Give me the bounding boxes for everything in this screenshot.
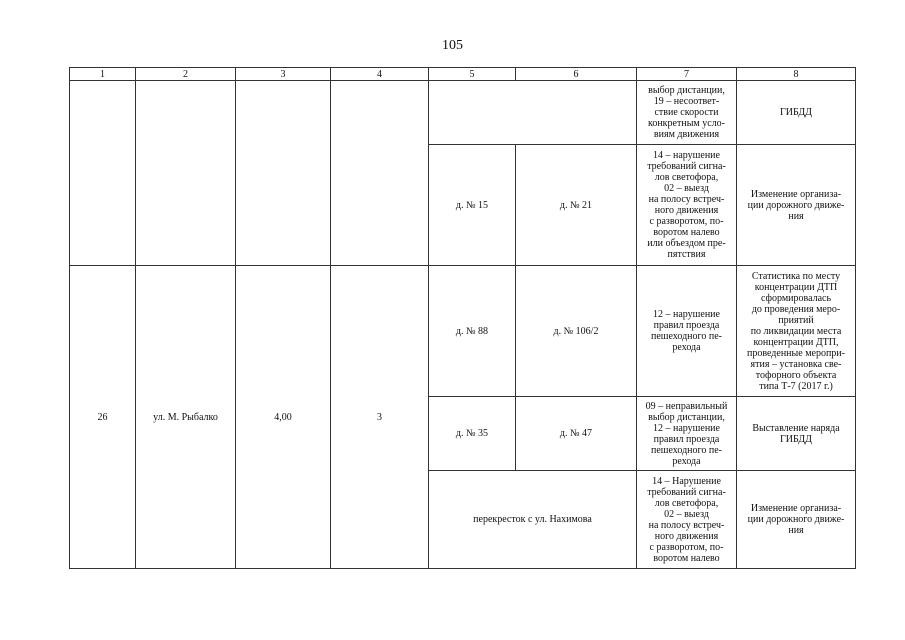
violation-cell: выбор дистанции, 19 – несоответ- ствие скорости конкретным усло- виям движения [637,81,737,145]
violation-cell: 12 – нарушение правил проезда пешеходного пе- рехода [637,266,737,397]
header-cell: 4 [331,68,429,81]
accident-table [69,67,856,569]
header-cell: 7 [637,68,737,81]
header-cell: 5 [429,68,516,81]
header-cell: 2 [136,68,236,81]
count-cell: 3 [331,266,429,569]
cell-empty [136,81,236,266]
cell-empty [331,81,429,266]
cell-empty [429,81,637,145]
intersection-cell: перекресток с ул. Нахимова [429,471,637,569]
violation-cell: 14 – Нарушение требований сигна- лов светофора, 02 – выезд на полосу встреч- ного движения с разворотом, по- воротом налево [637,471,737,569]
violation-cell: 14 – нарушение требований сигна- лов светофора, 02 – выезд на полосу встреч- ного движения с разворотом, по- воротом налево или объездом пре- пятствия [637,145,737,266]
header-cell: 1 [70,68,136,81]
measure-cell: Статистика по месту концентрации ДТП сформировалась до проведения меро- приятий по ликвидации места концентрации ДТП, проведенные меропри- ятия – установка све- тофорного объекта типа Т-7 (2017 г.) [737,266,856,397]
table-row [70,81,856,145]
address-from-cell: д. № 88 [429,266,516,397]
table-row [70,266,856,397]
row-number-cell: 26 [70,266,136,569]
page-number: 105 [442,38,463,53]
address-to-cell: д. № 21 [516,145,637,266]
cell-empty [236,81,331,266]
header-row [70,68,856,81]
measure-cell: Выставление наряда ГИБДД [737,397,856,471]
header-cell: 8 [737,68,856,81]
header-cell: 6 [516,68,637,81]
value-cell: 4,00 [236,266,331,569]
street-cell: ул. М. Рыбалко [136,266,236,569]
address-to-cell: д. № 47 [516,397,637,471]
measure-cell: Изменение организа- ции дорожного движе- ния [737,145,856,266]
header-cell: 3 [236,68,331,81]
violation-cell: 09 – неправильный выбор дистанции, 12 – нарушение правил проезда пешеходного пе- рехода [637,397,737,471]
address-to-cell: д. № 106/2 [516,266,637,397]
measure-cell: ГИБДД [737,81,856,145]
measure-cell: Изменение организа- ции дорожного движе- ния [737,471,856,569]
address-from-cell: д. № 35 [429,397,516,471]
cell-empty [70,81,136,266]
address-from-cell: д. № 15 [429,145,516,266]
